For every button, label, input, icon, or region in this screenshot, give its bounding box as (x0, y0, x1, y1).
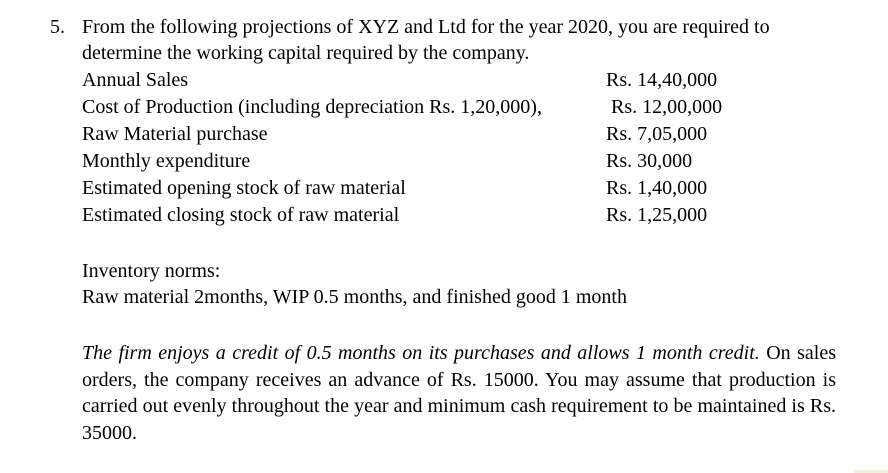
projection-row-closing-stock (82, 202, 762, 229)
projection-label: Cost of Production (including depreciation Rs. 1,20,000), (82, 96, 542, 118)
projection-row-opening-stock (82, 175, 762, 202)
projection-row-monthly-expenditure (82, 148, 762, 175)
projection-label: Estimated opening stock of raw material (82, 177, 406, 199)
projection-label: Estimated closing stock of raw material (82, 204, 400, 226)
question-text-line-2: determine the working capital required by the company. (82, 42, 530, 64)
projection-row-cost-of-production (82, 94, 762, 121)
projection-label: Monthly expenditure (82, 150, 251, 172)
projection-row-annual-sales (82, 67, 762, 94)
projection-amount: Rs. 12,00,000 (611, 96, 723, 118)
question-text-line-1: From the following projections of XYZ and Ltd for the year 2020, you are required to (82, 16, 770, 38)
projection-amount: Rs. 1,25,000 (606, 204, 708, 226)
projection-amount: Rs. 7,05,000 (606, 123, 708, 145)
projection-row-raw-material-purchase (82, 121, 762, 148)
projection-amount: Rs. 30,000 (606, 150, 693, 172)
question-number: 5. (50, 16, 65, 38)
credit-terms-italic: The firm enjoys a credit of 0.5 months on its purchases and allows 1 month credit. (82, 342, 760, 364)
inventory-norms-details: Raw material 2months, WIP 0.5 months, and finished good 1 month (82, 286, 627, 308)
credit-terms-paragraph (82, 340, 836, 446)
projection-label: Annual Sales (82, 69, 189, 91)
inventory-norms-heading: Inventory norms: (82, 260, 221, 282)
projection-amount: Rs. 14,40,000 (606, 69, 718, 91)
credit-terms-regular: On sales orders, the company receives an advance of Rs. 15000. You may assume that production is carried out evenly throughout the year and minimum cash requirement to be maintained is Rs. 35000. (82, 342, 836, 444)
projection-label: Raw Material purchase (82, 123, 268, 145)
projection-amount: Rs. 1,40,000 (606, 177, 708, 199)
